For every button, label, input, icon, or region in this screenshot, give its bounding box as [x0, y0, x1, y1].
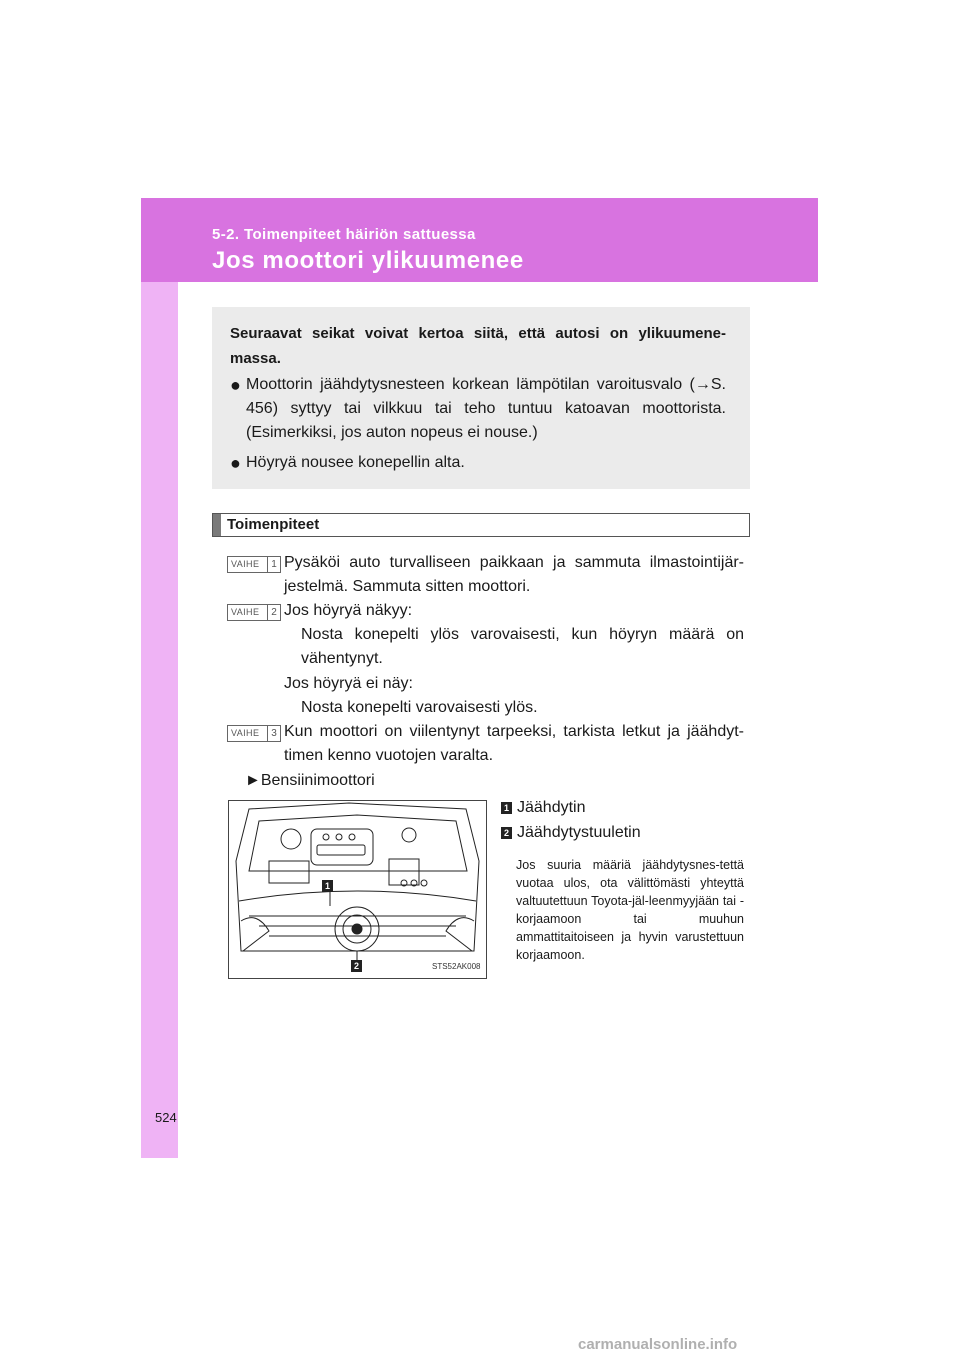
legend-number: 2 — [501, 827, 512, 839]
figure-code: STS52AK008 — [432, 962, 481, 971]
arrow-icon: ► — [245, 772, 261, 789]
step-2-action: Nosta konepelti ylös varovaisesti, kun höyryn määrä on vähentynyt. — [301, 626, 744, 667]
info-bullet — [230, 373, 726, 445]
figure-note: Jos suuria määriä jäähdytysnes-tettä vuotaa ulos, ota välittömästi yhteyttä valtuutettuun Toyota-jäl-leenmyyjään tai -korjaamoon tai muuhun ammattitaitoiseen ja hyvin varustettuun korjaamoon. — [516, 858, 744, 962]
step-3-text: Kun moottori on viilentynyt tarpeeksi, tarkista letkut ja jäähdyt-timen kenno vuotojen varalta. — [284, 723, 744, 764]
step-badge-1: VAIHE 1 — [227, 556, 281, 573]
heading-bar — [213, 514, 221, 536]
step-1-text: Pysäköi auto turvalliseen paikkaan ja sammuta ilmastointijär-jestelmä. Sammuta sitten moottori. — [284, 554, 744, 595]
legend-item — [501, 822, 641, 844]
page-title: Jos moottori ylikuumenee — [212, 247, 524, 274]
legend-label: Jäähdytin — [517, 799, 586, 816]
page-number: 524 — [155, 1110, 177, 1125]
callout-2: 2 — [351, 960, 362, 972]
step-2-action-2: Nosta konepelti varovaisesti ylös. — [301, 699, 538, 716]
legend-item — [501, 797, 586, 819]
step-badge-3: VAIHE 3 — [227, 725, 281, 742]
engine-type-label: ►Bensiinimoottori — [245, 772, 375, 789]
bullet-icon: ● — [230, 375, 241, 395]
engine-bay-figure — [228, 800, 487, 979]
step-2-condition: Jos höyryä näkyy: — [284, 602, 413, 619]
info-intro: Seuraavat seikat voivat kertoa siitä, että autosi on ylikuumene-massa. — [230, 325, 726, 367]
procedure-heading — [212, 513, 750, 537]
section-label: 5-2. Toimenpiteet häiriön sattuessa — [212, 226, 476, 243]
step-badge-2: VAIHE 2 — [227, 604, 281, 621]
step-2-condition-2: Jos höyryä ei näy: — [284, 675, 413, 692]
info-bullet-text: Höyryä nousee konepellin alta. — [246, 454, 465, 471]
info-bullet — [230, 451, 726, 475]
bullet-icon: ● — [230, 453, 241, 473]
legend-label: Jäähdytystuuletin — [517, 824, 641, 841]
watermark: carmanualsonline.info — [578, 1336, 738, 1353]
info-bullet-text: Moottorin jäähdytysnesteen korkean lämpötilan varoitusvalo (→S. 456) syttyy tai vilkkuu tai teho tuntuu katoavan moottorista. (Esimerkiksi, jos auton nopeus ei nouse.) — [246, 376, 726, 441]
legend-number: 1 — [501, 802, 512, 814]
procedure-heading-text: Toimenpiteet — [227, 516, 320, 533]
engine-illustration — [229, 801, 486, 978]
callout-1: 1 — [322, 880, 333, 892]
page-side-band — [141, 198, 178, 1158]
